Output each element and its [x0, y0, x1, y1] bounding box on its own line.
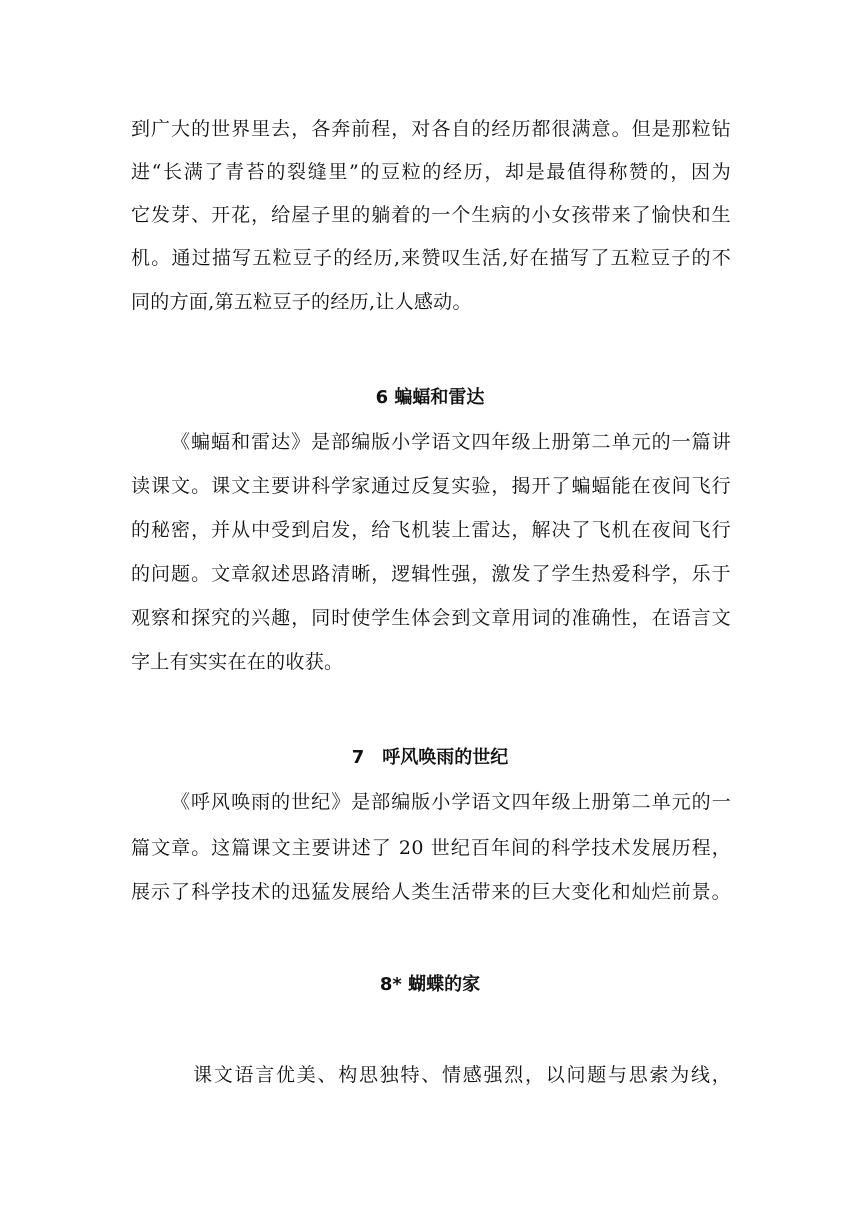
paragraph-line: 观察和探究的兴趣，同时使学生体会到文章用词的准确性，在语言文 — [131, 607, 731, 629]
paragraph-line: 的秘密，并从中受到启发，给飞机装上雷达，解决了飞机在夜间飞行 — [131, 519, 731, 541]
section-heading: 6 蝙蝠和雷达 — [375, 387, 485, 408]
paragraph-line: 它发芽、开花，给屋子里的躺着的一个生病的小女孩带来了愉快和生 — [131, 204, 731, 226]
paragraph-line: 课文语言优美、构思独特、情感强烈，以问题与思索为线， — [193, 1064, 731, 1086]
paragraph-line: 同的方面,第五粒豆子的经历,让人感动。 — [131, 291, 472, 313]
paragraph-line: 的问题。文章叙述思路清晰，逻辑性强，激发了学生热爱科学，乐于 — [131, 563, 731, 585]
paragraph-line: 到广大的世界里去，各奔前程，对各自的经历都很满意。但是那粒钻 — [131, 118, 731, 140]
section-heading: 7 呼风唤雨的世纪 — [351, 747, 509, 768]
paragraph-line: 篇文章。这篇课文主要讲述了 20 世纪百年间的科学技术发展历程， — [131, 837, 731, 859]
paragraph-line: 读课文。课文主要讲科学家通过反复实验，揭开了蝙蝠能在夜间飞行 — [131, 475, 731, 497]
paragraph-line: 《蝙蝠和雷达》是部编版小学语文四年级上册第二单元的一篇讲 — [171, 431, 731, 453]
paragraph-line: 机。通过描写五粒豆子的经历,来赞叹生活,好在描写了五粒豆子的不 — [131, 247, 731, 269]
paragraph-line: 字上有实实在在的收获。 — [131, 651, 344, 673]
paragraph-line: 进“长满了青苔的裂缝里”的豆粒的经历，却是最值得称赞的，因为 — [131, 161, 731, 183]
section-heading: 8* 蝴蝶的家 — [379, 974, 481, 995]
paragraph-line: 《呼风唤雨的世纪》是部编版小学语文四年级上册第二单元的一 — [171, 791, 731, 813]
paragraph-line: 展示了科学技术的迅猛发展给人类生活带来的巨大变化和灿烂前景。 — [131, 881, 731, 903]
